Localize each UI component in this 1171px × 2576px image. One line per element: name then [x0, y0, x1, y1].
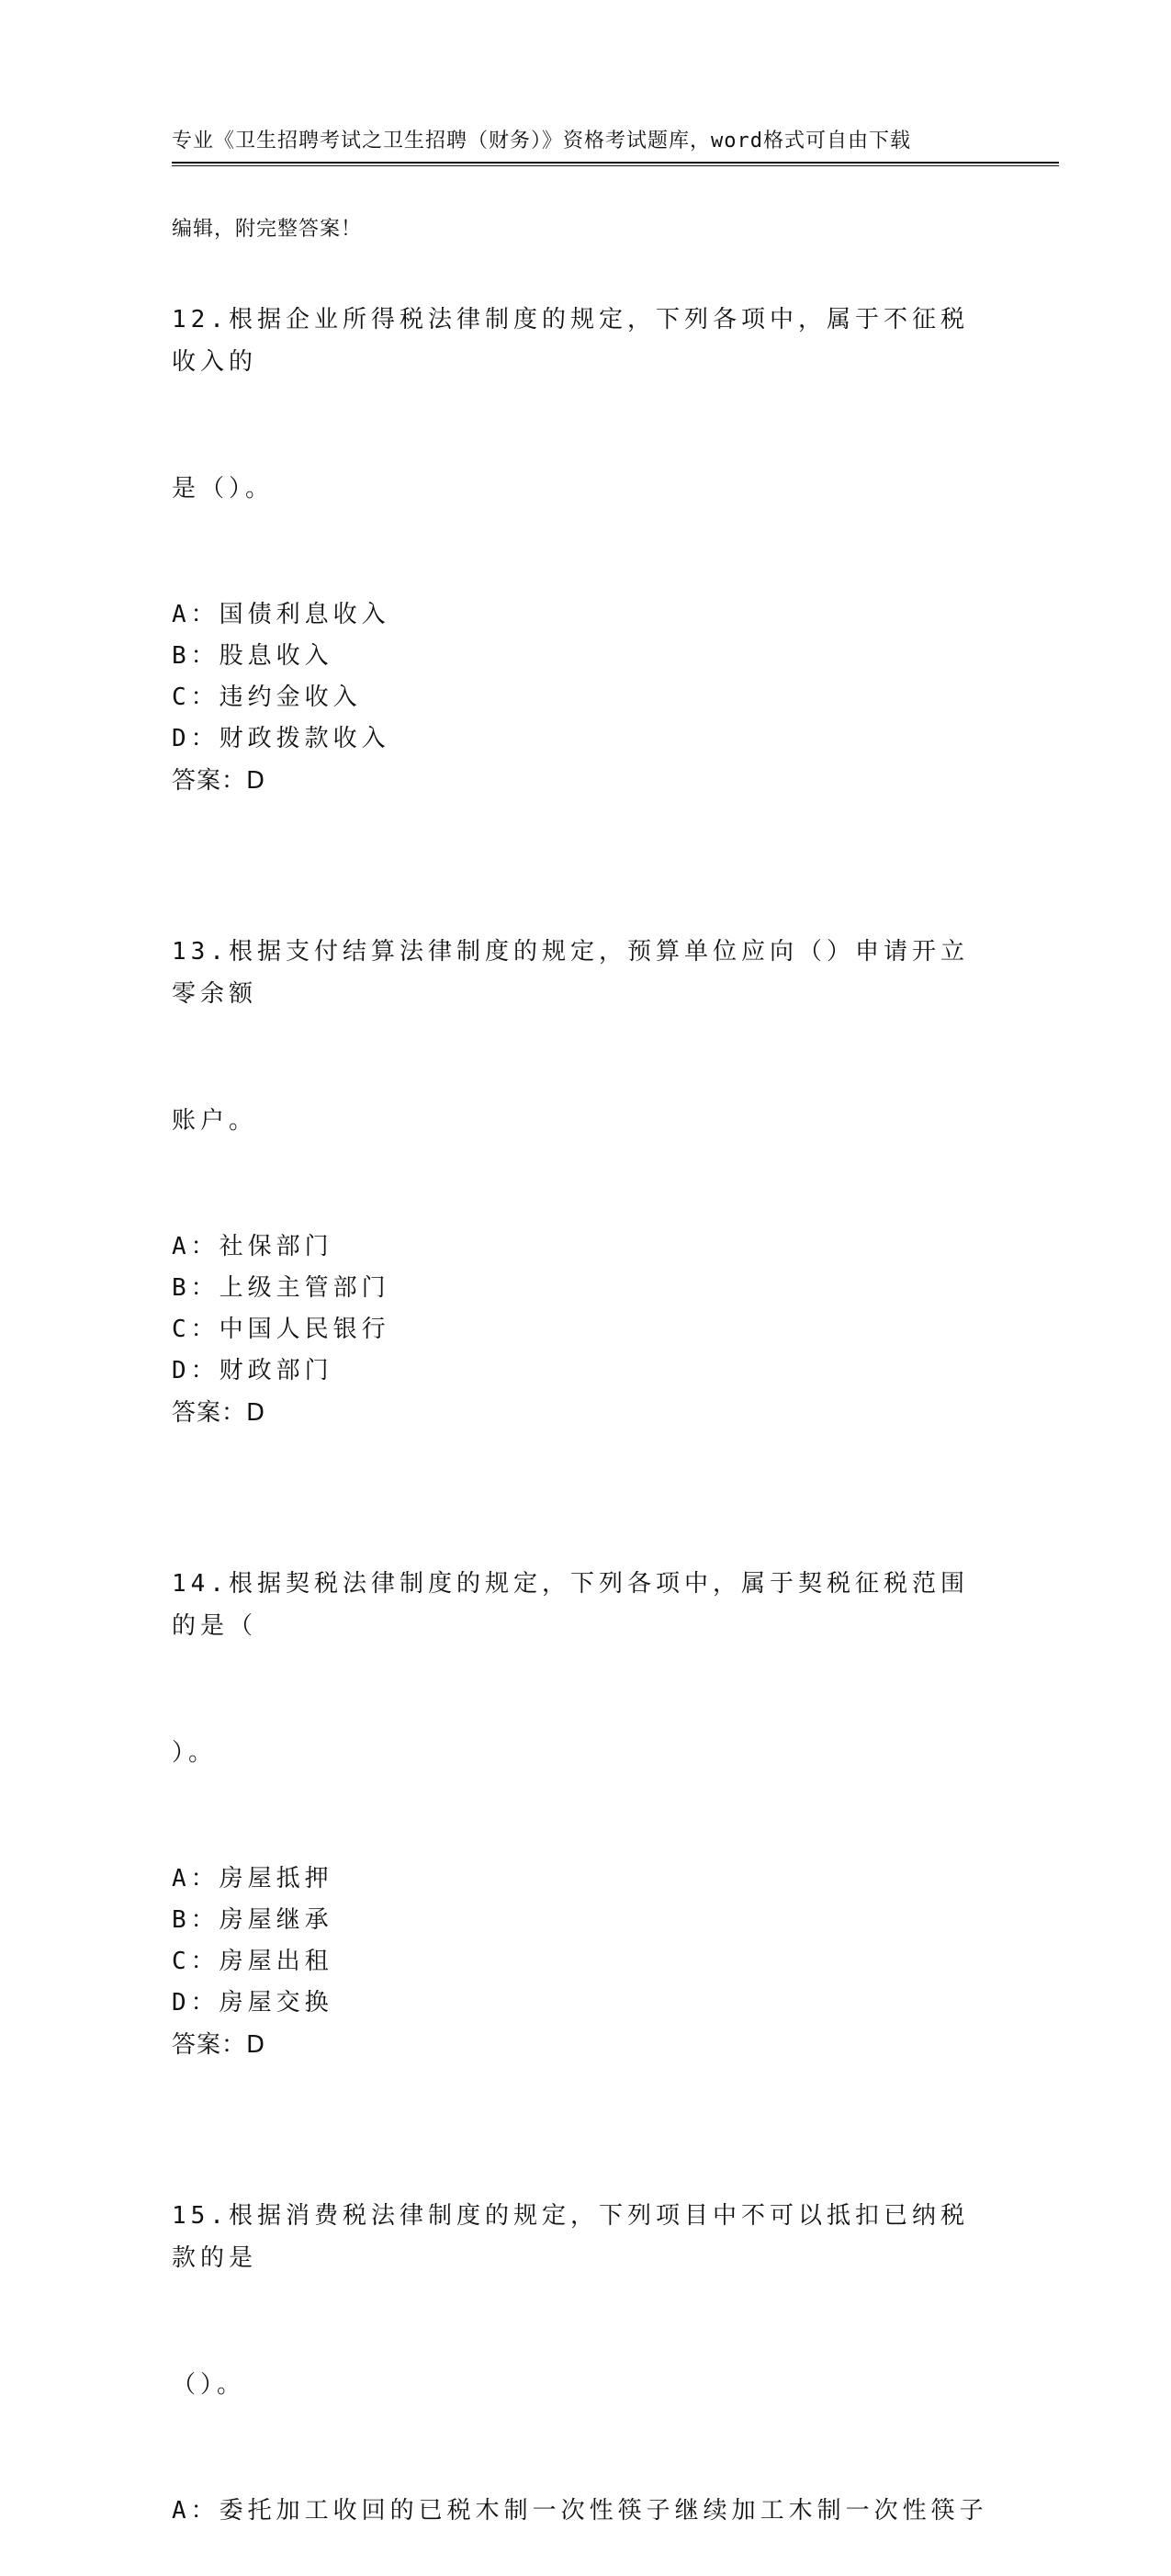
option-b: B：房屋继承 — [172, 1906, 333, 1934]
header-line-1: 专业《卫生招聘考试之卫生招聘（财务）》资格考试题库，word格式可自由下载 — [172, 130, 911, 153]
question-stem-line-1: 15.根据消费税法律制度的规定，下列项目中不可以抵扣已纳税款的是 — [172, 2202, 969, 2272]
answer: 答案：D — [172, 767, 266, 795]
option-a: A：委托加工收回的已税木制一次性筷子继续加工木制一次性筷子 — [172, 2497, 988, 2525]
answer: 答案：D — [172, 2031, 266, 2059]
answer: 答案：D — [172, 1399, 266, 1427]
question-stem — [172, 214, 980, 594]
question-stem-line-2: ）。 — [172, 1739, 218, 1767]
option-a: A：国债利息收入 — [172, 601, 390, 628]
question-stem — [172, 846, 980, 1226]
option-d: D：财政拨款收入 — [172, 725, 390, 752]
question-list — [172, 214, 998, 2576]
option-b: B：上级主管部门 — [172, 1274, 390, 1302]
question-stem — [172, 2110, 980, 2491]
option-a: A：社保部门 — [172, 1233, 333, 1260]
option-d: D：房屋交换 — [172, 1989, 333, 2017]
option-c: C：房屋出租 — [172, 1948, 333, 1975]
question-stem-line-1: 12.根据企业所得税法律制度的规定，下列各项中，属于不征税收入的 — [172, 306, 969, 376]
question-13 — [172, 846, 998, 1434]
header-line-2: 编辑，附完整答案！ — [172, 218, 363, 241]
question-stem — [172, 1478, 980, 1859]
question-stem-line-2: 账户。 — [172, 1107, 258, 1135]
question-stem-line-2: （）。 — [172, 2371, 246, 2399]
option-a: A：房屋抵押 — [172, 1865, 333, 1892]
question-stem-line-2: 是（）。 — [172, 475, 275, 503]
question-stem-line-1: 14.根据契税法律制度的规定，下列各项中，属于契税征税范围的是（ — [172, 1570, 969, 1640]
option-c: C：中国人民银行 — [172, 1316, 390, 1343]
question-12 — [172, 214, 998, 802]
question-stem-line-1: 13.根据支付结算法律制度的规定，预算单位应向（）申请开立零余额 — [172, 938, 969, 1008]
option-b: B：股息收入 — [172, 642, 333, 670]
header-divider — [172, 162, 1059, 166]
option-c: C：违约金收入 — [172, 684, 362, 711]
question-14 — [172, 1478, 998, 2066]
option-d: D：财政部门 — [172, 1357, 333, 1384]
question-15 — [172, 2110, 998, 2532]
